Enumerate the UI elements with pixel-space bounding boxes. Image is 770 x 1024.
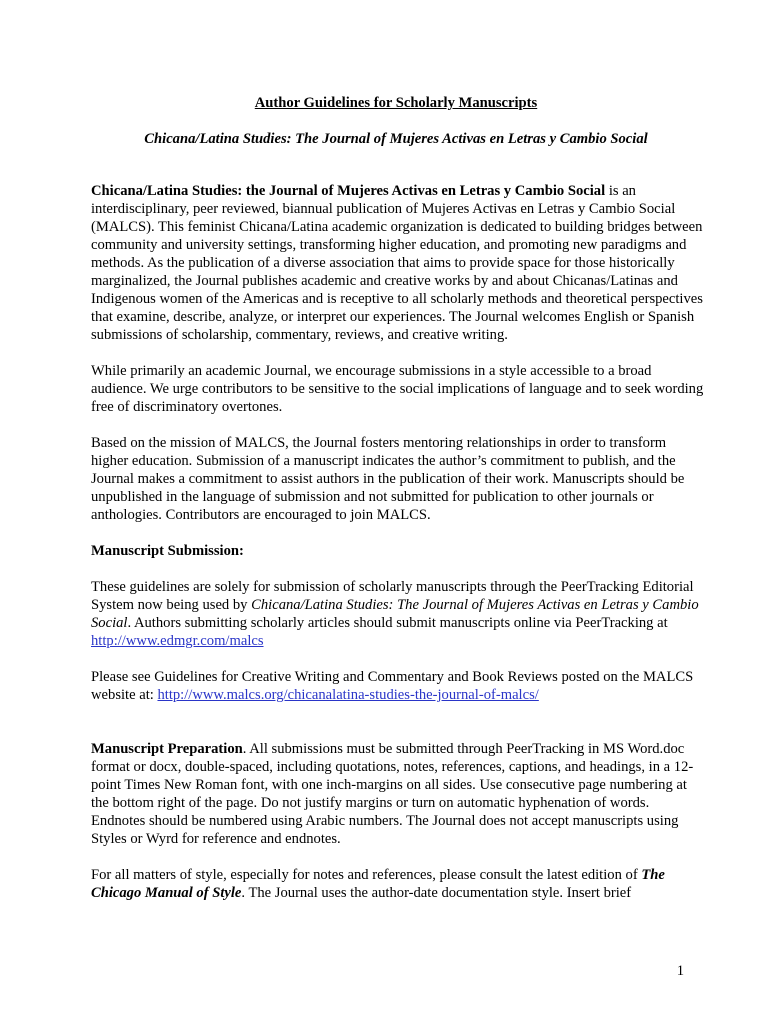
preparation-heading: Manuscript Preparation: [91, 741, 243, 757]
creative-text: Please see Guidelines for Creative Writing and Commentary and Book Reviews posted on the MALCS website at:: [91, 669, 694, 703]
submission-heading: Manuscript Submission:: [91, 543, 244, 559]
submission-text-1: These guidelines are solely for submission of scholarly manuscripts through the PeerTracking Editorial System now being used by: [91, 579, 694, 613]
accessibility-paragraph: While primarily an academic Journal, we encourage submissions in a style accessible to a broad audience. We urge contributors to be sensitive to the social implications of language and to seek wording free of discriminatory overtones.: [91, 363, 704, 415]
journal-subtitle: Chicana/Latina Studies: The Journal of Mujeres Activas en Letras y Cambio Social: [144, 131, 648, 147]
intro-paragraph: [91, 182, 707, 344]
peertracking-link[interactable]: http://www.edmgr.com/malcs: [91, 633, 264, 649]
creative-guidelines-paragraph: [91, 668, 707, 704]
page-number: 1: [676, 963, 684, 979]
submission-paragraph: [91, 578, 707, 650]
malcs-website-link[interactable]: http://www.malcs.org/chicanalatina-studies-the-journal-of-malcs/: [157, 687, 539, 703]
spacer: [91, 722, 707, 740]
preparation-text: . All submissions must be submitted through PeerTracking in MS Word.doc format or docx, double-spaced, including quotations, notes, references, captions, and headings, in a 12-point Times New Roman font, with one inch-margins on all sides. Use consecutive page numbering at the bottom right of the page. Do not justify margins or turn on automatic hyphenation of words. Endnotes should be numbered using Arabic numbers. The Journal does not accept manuscripts using Styles or Wyrd for reference and endnotes.: [91, 741, 694, 847]
style-text-1: For all matters of style, especially for notes and references, please consult the latest edition of: [91, 867, 642, 883]
document-title: Author Guidelines for Scholarly Manuscripts: [254, 95, 538, 111]
chicago-manual-title: The Chicago Manual of Style: [91, 867, 665, 901]
style-paragraph: [91, 866, 707, 902]
journal-name-italic: Chicana/Latina Studies: The Journal of Mujeres Activas en Letras y Cambio Social: [91, 597, 699, 631]
style-text-2: . The Journal uses the author-date documentation style. Insert brief: [241, 885, 632, 901]
intro-text: is an interdisciplinary, peer reviewed, biannual publication of Mujeres Activas en Letras y Cambio Social (MALCS). This feminist Chicana/Latina academic organization is dedicated to building bridges between community and university settings, transforming higher education, and promoting new paradigms and methods. As the publication of a diverse association that aims to provide space for those historically marginalized, the Journal publishes academic and creative works by and about Chicanas/Latinas and Indigenous women of the Americas and is receptive to all scholarly methods and theoretical perspectives that examine, describe, analyze, or interpret our experiences. The Journal welcomes English or Spanish submissions of scholarship, commentary, reviews, and creative writing.: [91, 183, 703, 343]
preparation-paragraph: [91, 740, 707, 848]
document-body: [91, 182, 707, 920]
mission-paragraph: Based on the mission of MALCS, the Journal fosters mentoring relationships in order to transform higher education. Submission of a manuscript indicates the author’s commitment to publish, and the Journal makes a commitment to assist authors in the publication of their work. Manuscripts should be unpublished in the language of submission and not submitted for publication to other journals or anthologies. Contributors are encouraged to join MALCS.: [91, 435, 685, 523]
journal-name: Chicana/Latina Studies: the Journal of Mujeres Activas en Letras y Cambio Social: [91, 183, 606, 199]
submission-text-2: . Authors submitting scholarly articles should submit manuscripts online via PeerTracking at: [127, 615, 668, 631]
